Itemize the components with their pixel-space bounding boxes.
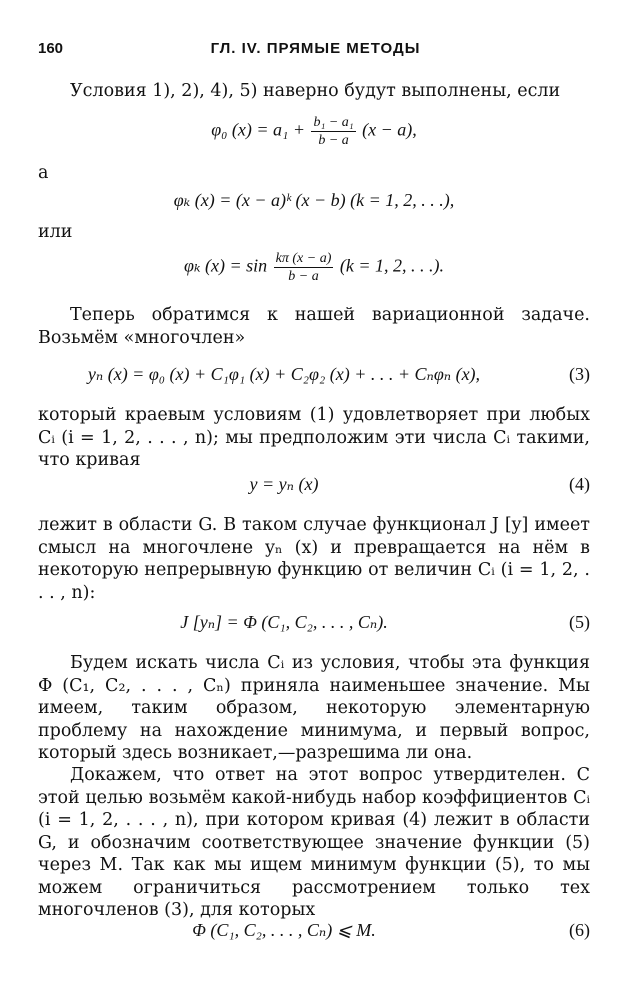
page-number: 160 xyxy=(38,40,64,57)
paragraph-conditions: Условия 1), 2), 4), 5) наверно будут выполнены, если xyxy=(70,81,561,101)
formula-sine-lhs: φₖ (x) = sin xyxy=(184,255,268,276)
formula-sine-rhs: (k = 1, 2, . . .). xyxy=(339,255,444,276)
formula-body: Φ (C₁, C₂, . . . , Cₙ) ⩽ M. xyxy=(192,920,376,940)
formula-body: y = yₙ (x) xyxy=(249,474,319,494)
fraction-numerator: kπ (x − a) xyxy=(275,251,332,266)
formula-phi0 xyxy=(38,110,590,156)
formula-phi0-rhs: (x − a), xyxy=(362,119,417,140)
word-or: или xyxy=(38,222,73,242)
equation-number: (5) xyxy=(569,612,590,632)
equation-number: (3) xyxy=(569,364,590,384)
paragraph-variational: Теперь обратимся к нашей вариационной задаче. Возьмём «многочлен» xyxy=(38,305,590,348)
paragraph-minimum: Будем искать числа Cᵢ из условия, чтобы эта функция Φ (C₁, C₂, . . . , Cₙ) приняла наименьшее значение. Мы имеем, таким образом, некоторую элементарную проблему на нахождение минимума, и первый вопрос, который здесь возникает,—разрешима ли она. xyxy=(38,653,590,763)
fraction-denominator: b − a xyxy=(318,133,349,148)
formula-phi0-lhs: φ₀ (x) = a₁ + xyxy=(211,119,305,140)
fraction-denominator: b − a xyxy=(288,269,319,284)
formula-body: yₙ (x) = φ₀ (x) + C₁φ₁ (x) + C₂φ₂ (x) + . . . + Cₙφₙ (x), xyxy=(87,364,481,384)
formula-phi0-fraction xyxy=(311,114,355,149)
formula-sine-fraction xyxy=(274,250,334,285)
formula-phik-sine xyxy=(38,248,590,294)
formula-curve xyxy=(38,474,590,500)
word-a: а xyxy=(38,163,49,183)
formula-inequality xyxy=(38,920,590,946)
paragraph-region: лежит в области G. В таком случае функционал J [y] имеет смысл на многочлене yₙ (x) и превращается на нём в некоторую непрерывную функцию от величин Cᵢ (i = 1, 2, . . . , n): xyxy=(38,515,590,603)
formula-polynomial xyxy=(38,364,590,390)
equation-number: (4) xyxy=(569,474,590,494)
fraction-numerator: b₁ − a₁ xyxy=(313,115,354,130)
paragraph-proof: Докажем, что ответ на этот вопрос утвердителен. С этой целью возьмём какой-нибудь набор коэффициентов Cᵢ (i = 1, 2, . . . , n), при котором кривая (4) лежит в области G, и обозначим соответствующее значение функции (5) через M. Так как мы ищем минимум функции (5), то мы можем ограничиться рассмотрением только тех многочленов (3), для которых xyxy=(38,765,590,920)
paragraph-boundary: который краевым условиям (1) удовлетворяет при любых Cᵢ (i = 1, 2, . . . , n); мы предположим эти числа Cᵢ такими, что кривая xyxy=(38,405,590,470)
formula-body: J [yₙ] = Φ (C₁, C₂, . . . , Cₙ). xyxy=(180,612,388,632)
formula-phik-polynomial xyxy=(38,190,590,216)
formula-body: φₖ (x) = (x − a)ᵏ (x − b) (k = 1, 2, . . .), xyxy=(173,190,455,210)
equation-number: (6) xyxy=(569,920,590,940)
page-header xyxy=(38,40,593,64)
formula-functional xyxy=(38,612,590,638)
running-title: ГЛ. IV. ПРЯМЫЕ МЕТОДЫ xyxy=(210,40,421,57)
